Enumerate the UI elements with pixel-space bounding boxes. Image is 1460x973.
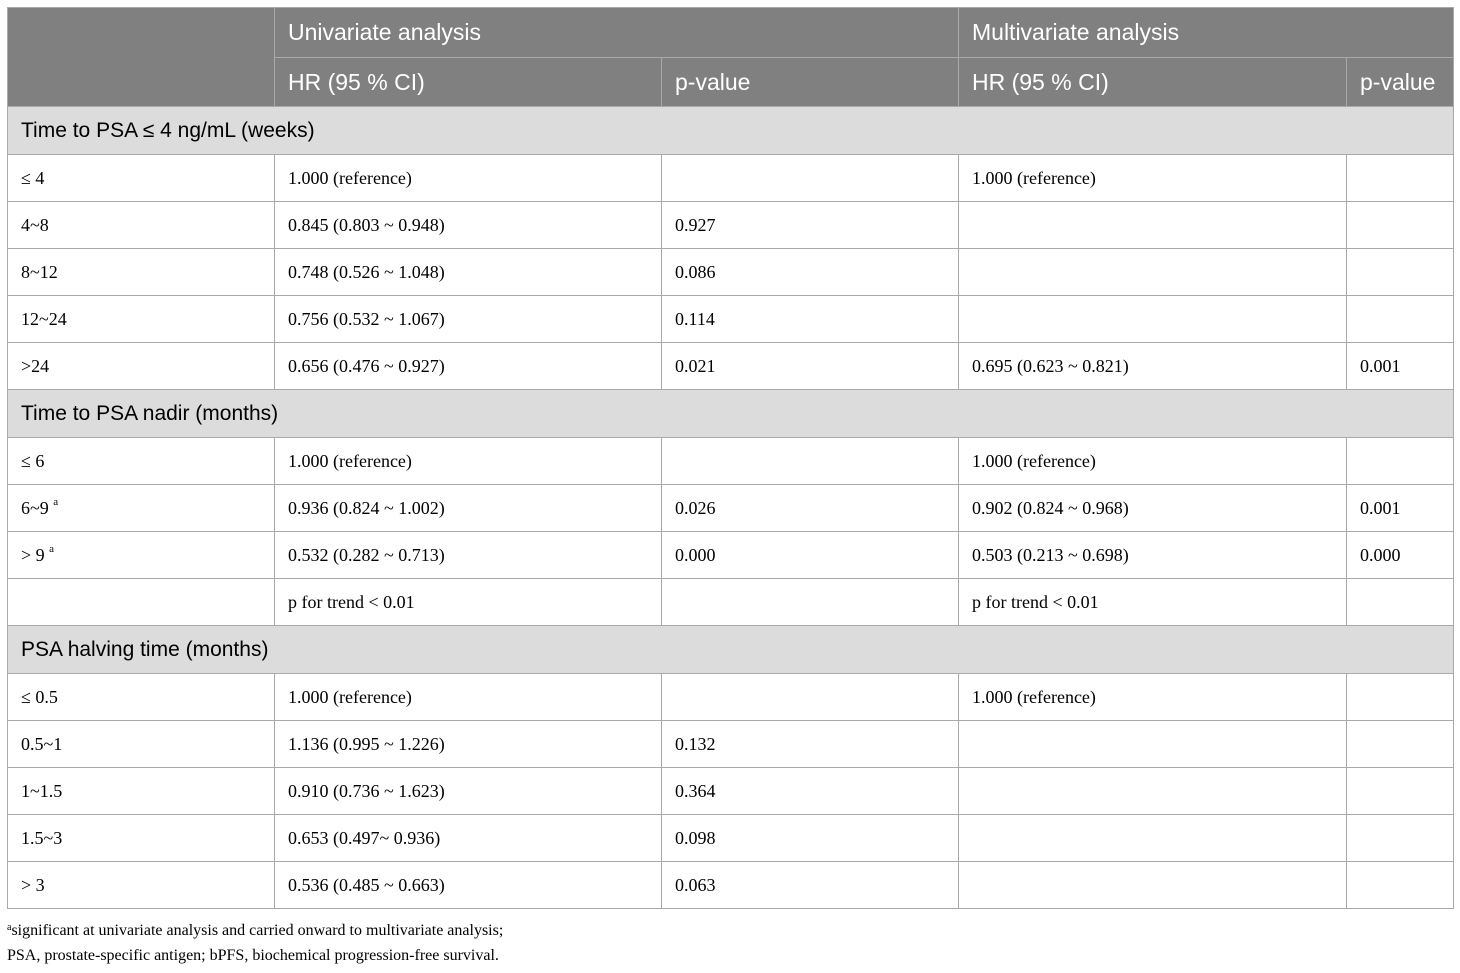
multi-p-cell — [1347, 155, 1454, 202]
multi-hr-cell — [959, 202, 1347, 249]
multi-p-cell — [1347, 296, 1454, 343]
section-row — [8, 390, 1454, 438]
uni-p-cell: 0.132 — [662, 721, 959, 768]
table-row — [8, 721, 1454, 768]
multi-p-cell — [1347, 721, 1454, 768]
uni-hr-cell: 1.000 (reference) — [275, 438, 662, 485]
row-label-cell — [8, 579, 275, 626]
multi-p-cell: 0.000 — [1347, 532, 1454, 579]
table-row — [8, 862, 1454, 909]
uni-hr-cell: 1.000 (reference) — [275, 674, 662, 721]
multi-hr-cell: 1.000 (reference) — [959, 155, 1347, 202]
uni-p-cell: 0.063 — [662, 862, 959, 909]
uni-hr-cell: 1.000 (reference) — [275, 155, 662, 202]
table-row — [8, 532, 1454, 579]
multi-hr-cell: 0.902 (0.824 ~ 0.968) — [959, 485, 1347, 532]
uni-hr-cell: 0.536 (0.485 ~ 0.663) — [275, 862, 662, 909]
footnote-marker: a — [49, 542, 55, 555]
row-label-cell — [8, 815, 275, 862]
row-label-cell — [8, 485, 275, 532]
row-label-cell — [8, 343, 275, 390]
multi-p-cell — [1347, 815, 1454, 862]
table-row — [8, 815, 1454, 862]
table-row — [8, 768, 1454, 815]
row-label-cell — [8, 721, 275, 768]
multi-p-cell — [1347, 768, 1454, 815]
table-row — [8, 202, 1454, 249]
uni-hr-cell: 0.845 (0.803 ~ 0.948) — [275, 202, 662, 249]
row-label: >24 — [21, 355, 50, 376]
uni-hr-cell: 0.653 (0.497~ 0.936) — [275, 815, 662, 862]
multi-hr-cell — [959, 768, 1347, 815]
table-row — [8, 343, 1454, 390]
section-title: Time to PSA nadir (months) — [8, 390, 1454, 438]
uni-p-cell — [662, 155, 959, 202]
row-label: 6~9 — [21, 497, 54, 518]
row-label: ≤ 6 — [21, 450, 45, 471]
row-label-cell — [8, 296, 275, 343]
row-label: ≤ 4 — [21, 167, 45, 188]
uni-p-cell — [662, 579, 959, 626]
row-label: > 9 — [21, 544, 50, 565]
row-label-cell — [8, 862, 275, 909]
footnote-abbreviations: PSA, prostate-specific antigen; bPFS, biochemical progression-free survival. — [7, 947, 499, 964]
uni-hr-cell: 0.756 (0.532 ~ 1.067) — [275, 296, 662, 343]
row-label: 12~24 — [21, 308, 67, 329]
multi-hr-cell: 1.000 (reference) — [959, 438, 1347, 485]
uni-p-cell — [662, 674, 959, 721]
uni-p-cell: 0.927 — [662, 202, 959, 249]
section-row — [8, 107, 1454, 155]
multi-hr-cell — [959, 721, 1347, 768]
multi-hr-cell — [959, 296, 1347, 343]
table-row — [8, 579, 1454, 626]
row-label: 4~8 — [21, 214, 49, 235]
uni-p-cell: 0.021 — [662, 343, 959, 390]
row-label-cell — [8, 155, 275, 202]
header-uni-p: p-value — [662, 58, 959, 107]
row-label: 1.5~3 — [21, 827, 63, 848]
uni-p-cell: 0.000 — [662, 532, 959, 579]
multi-p-cell — [1347, 674, 1454, 721]
uni-hr-cell: 0.656 (0.476 ~ 0.927) — [275, 343, 662, 390]
uni-hr-cell: 0.532 (0.282 ~ 0.713) — [275, 532, 662, 579]
multi-hr-cell: 0.695 (0.623 ~ 0.821) — [959, 343, 1347, 390]
footnote-a — [7, 918, 503, 943]
row-label-cell — [8, 768, 275, 815]
table-body — [8, 107, 1454, 909]
row-label-cell — [8, 249, 275, 296]
header-uni-hr: HR (95 % CI) — [275, 58, 662, 107]
footnote-marker: a — [53, 495, 59, 508]
multi-hr-cell: p for trend < 0.01 — [959, 579, 1347, 626]
uni-p-cell: 0.364 — [662, 768, 959, 815]
multi-hr-cell: 1.000 (reference) — [959, 674, 1347, 721]
row-label-cell — [8, 674, 275, 721]
header-univariate: Univariate analysis — [275, 8, 959, 58]
uni-p-cell: 0.098 — [662, 815, 959, 862]
header-blank-cell — [8, 8, 275, 107]
header-multivariate: Multivariate analysis — [959, 8, 1454, 58]
multi-p-cell — [1347, 249, 1454, 296]
table-row — [8, 155, 1454, 202]
multi-p-cell: 0.001 — [1347, 485, 1454, 532]
table-row — [8, 485, 1454, 532]
multi-hr-cell — [959, 249, 1347, 296]
header-multi-hr: HR (95 % CI) — [959, 58, 1347, 107]
multi-p-cell — [1347, 202, 1454, 249]
section-row — [8, 626, 1454, 674]
uni-p-cell — [662, 438, 959, 485]
footnote-a-marker: a — [7, 922, 12, 933]
row-label: 0.5~1 — [21, 733, 63, 754]
uni-hr-cell: 0.910 (0.736 ~ 1.623) — [275, 768, 662, 815]
uni-p-cell: 0.026 — [662, 485, 959, 532]
table-footnotes — [7, 918, 503, 968]
multi-p-cell: 0.001 — [1347, 343, 1454, 390]
table-row — [8, 674, 1454, 721]
row-label: 8~12 — [21, 261, 58, 282]
table-row — [8, 249, 1454, 296]
row-label-cell — [8, 438, 275, 485]
uni-p-cell: 0.114 — [662, 296, 959, 343]
row-label: > 3 — [21, 874, 45, 895]
multi-hr-cell: 0.503 (0.213 ~ 0.698) — [959, 532, 1347, 579]
table-container — [7, 7, 1453, 909]
row-label: 1~1.5 — [21, 780, 63, 801]
footnote-a-text: significant at univariate analysis and carried onward to multivariate analysis; — [11, 922, 504, 939]
section-title: Time to PSA ≤ 4 ng/mL (weeks) — [8, 107, 1454, 155]
row-label: ≤ 0.5 — [21, 686, 58, 707]
uni-hr-cell: 0.936 (0.824 ~ 1.002) — [275, 485, 662, 532]
multi-hr-cell — [959, 862, 1347, 909]
header-multi-p: p-value — [1347, 58, 1454, 107]
multi-p-cell — [1347, 862, 1454, 909]
table-row — [8, 438, 1454, 485]
multi-p-cell — [1347, 579, 1454, 626]
section-title: PSA halving time (months) — [8, 626, 1454, 674]
uni-hr-cell: p for trend < 0.01 — [275, 579, 662, 626]
uni-hr-cell: 1.136 (0.995 ~ 1.226) — [275, 721, 662, 768]
multi-p-cell — [1347, 438, 1454, 485]
row-label-cell — [8, 532, 275, 579]
row-label-cell — [8, 202, 275, 249]
uni-hr-cell: 0.748 (0.526 ~ 1.048) — [275, 249, 662, 296]
table-header — [8, 8, 1454, 107]
multi-hr-cell — [959, 815, 1347, 862]
hazard-ratio-table — [7, 7, 1454, 909]
uni-p-cell: 0.086 — [662, 249, 959, 296]
table-row — [8, 296, 1454, 343]
